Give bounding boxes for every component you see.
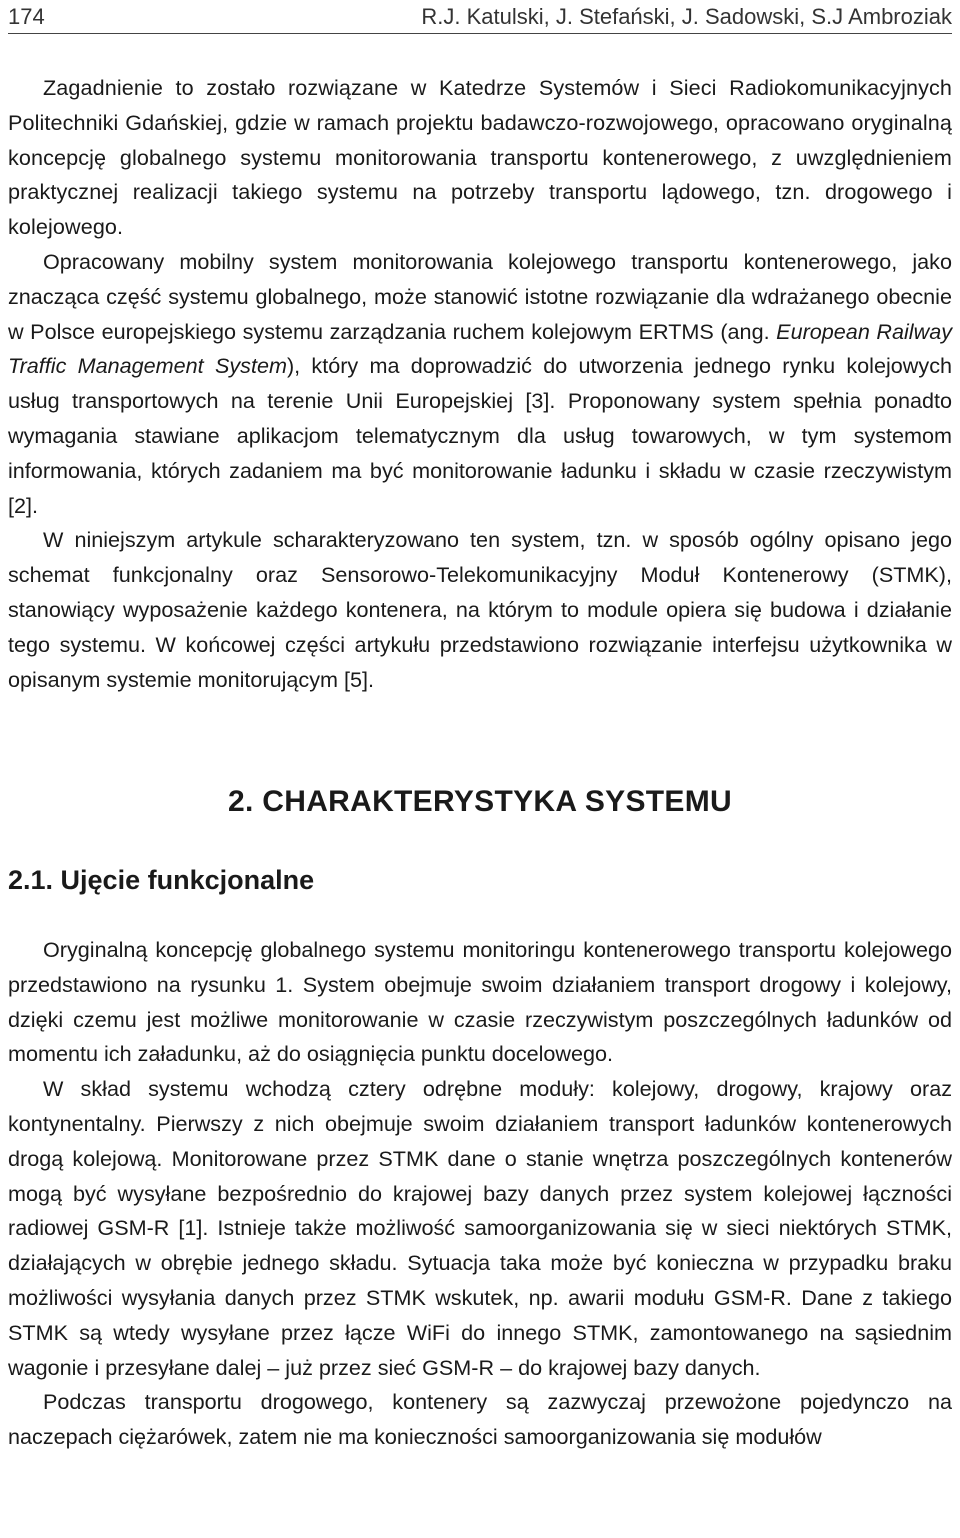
intro-paragraph-2-text-b: ), który ma doprowadzić do utworzenia jednego rynku kolejowych usług transportowych na terenie Unii Europejskiej [3]. Proponowany system spełnia ponadto wymagania stawiane aplikacjom telematycznym dla usług towarowych, w tym systemom informowania, których zadaniem ma być monitorowanie ładunku i składu w czasie rzeczywistym [2].: [8, 353, 952, 518]
header-rule: [8, 33, 952, 34]
ertms-expansion: European Railway Traffic Management System: [8, 318, 953, 379]
section-heading: 2. CHARAKTERYSTYKA SYSTEMU: [228, 785, 732, 818]
section-paragraph-1: Oryginalną koncepcję globalnego systemu monitoringu kontenerowego transportu kolejowego przedstawiono na rysunku 1. System obejmuje swoim działaniem transport drogowy i kolejowy, dzięki czemu jest możliwe monitorowanie w czasie rzeczywistym poszczególnych ładunków od momentu ich załadunku, aż do osiągnięcia punktu docelowego.: [8, 937, 952, 1067]
intro-paragraph-2: [8, 245, 952, 523]
running-header: [8, 2, 952, 34]
section-paragraph-3: Podczas transportu drogowego, kontenery są zazwyczaj przewożone pojedynczo na naczepach ciężarówek, zatem nie ma konieczności samoorganizowania się modułów: [8, 1389, 952, 1450]
section-2-body: [8, 933, 952, 1455]
page-number: 174: [8, 4, 45, 29]
intro-paragraph-2-text-a: Opracowany mobilny system monitorowania kolejowego transportu kontenerowego, jako znacząca część systemu globalnego, może stanowić istotne rozwiązanie dla wdrażanego obecnie w Polsce europejskiego systemu zarządzania ruchem kolejowym ERTMS (ang.: [8, 248, 952, 344]
header-authors: R.J. Katulski, J. Stefański, J. Sadowski, S.J Ambroziak: [421, 4, 952, 29]
section-paragraph-2: W skład systemu wchodzą cztery odrębne moduły: kolejowy, drogowy, krajowy oraz kontynentalny. Pierwszy z nich obejmuje swoim działaniem transport ładunków kontenerowych drogą kolejową. Monitorowane przez STMK dane o stanie wnętrza poszczególnych kontenerów mogą być wysyłane bezpośrednio do krajowej bazy danych przez system kolejowej łączności radiowej GSM-R [1]. Istnieje także możliwość samoorganizowania się w sieci niektórych STMK, działających w obrębie jednego składu. Sytuacja taka może być konieczna w przypadku braku możliwości wysyłania danych przez STMK wskutek, np. awarii modułu GSM-R. Dane z takiego STMK są wtedy wysyłane przez łącze WiFi do innego STMK, zamontowanego na sąsiednim wagonie i przesyłane dalej – już przez sieć GSM-R – do krajowej bazy danych.: [8, 1076, 952, 1380]
intro-paragraph-1: Zagadnienie to zostało rozwiązane w Katedrze Systemów i Sieci Radiokomunikacyjnych Politechniki Gdańskiej, gdzie w ramach projektu badawczo-rozwojowego, opracowano oryginalną koncepcję globalnego systemu monitorowania transportu kontenerowego, z uwzględnieniem praktycznej realizacji takiego systemu na potrzeby transportu lądowego, tzn. drogowego i kolejowego.: [8, 75, 952, 240]
subsection-heading: 2.1. Ujęcie funkcjonalne: [8, 865, 315, 895]
intro-section: [8, 71, 952, 697]
intro-paragraph-3: W niniejszym artykule scharakteryzowano ten system, tzn. w sposób ogólny opisano jego schemat funkcjonalny oraz Sensorowo-Telekomunikacyjny Moduł Kontenerowy (STMK), stanowiący wyposażenie każdego kontenera, na którym to module opiera się budowa i działanie tego systemu. W końcowej części artykułu przedstawiono rozwiązanie interfejsu użytkownika w opisanym systemie monitorującym [5].: [8, 527, 952, 692]
